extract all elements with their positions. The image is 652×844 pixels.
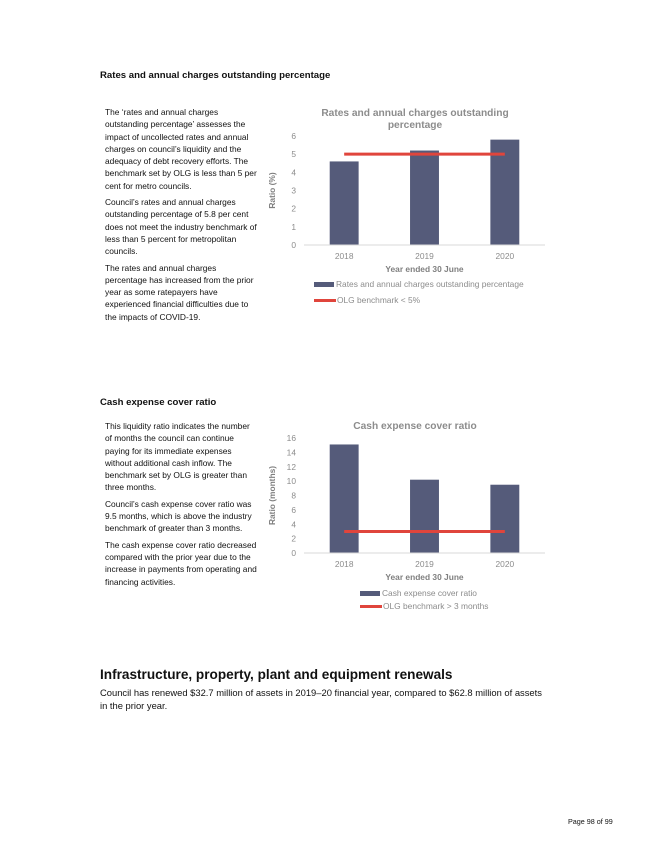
legend-item-line <box>360 601 488 611</box>
section-heading-infrastructure: Infrastructure, property, plant and equipment renewals <box>100 667 453 682</box>
section-text-rates <box>105 106 258 327</box>
y-tick-label: 6 <box>291 504 296 515</box>
x-axis-label: Year ended 30 June <box>385 264 464 274</box>
legend-swatch <box>360 605 382 608</box>
y-tick-label: 12 <box>286 461 296 472</box>
x-tick-label: 2019 <box>415 251 434 261</box>
section-text-cash <box>105 420 258 592</box>
y-tick-label: 4 <box>291 519 296 530</box>
cash-expense-chart <box>262 430 552 585</box>
y-axis-label: Ratio (%) <box>267 172 277 209</box>
section-heading-cash: Cash expense cover ratio <box>100 397 217 408</box>
y-axis-label: Ratio (months) <box>267 465 277 526</box>
x-tick-label: 2018 <box>334 559 354 569</box>
legend-item-bar <box>360 588 477 598</box>
bar-2018 <box>330 161 359 245</box>
paragraph: Council’s rates and annual charges outstanding percentage of 5.8 per cent does not meet the industry benchmark of less than 5 percent for metropolitan councils. <box>105 197 257 257</box>
y-tick-label: 16 <box>286 433 296 443</box>
bar-2019 <box>410 480 439 553</box>
y-tick-label: 1 <box>291 221 296 232</box>
legend-label: OLG benchmark < 5% <box>337 295 421 305</box>
page-number: Page 98 of 99 <box>568 817 613 826</box>
x-axis-label: Year ended 30 June <box>385 572 464 582</box>
legend-swatch <box>314 282 334 287</box>
y-tick-label: 8 <box>291 490 296 501</box>
paragraph: The rates and annual charges percentage has increased from the prior year as some ratepayers have experienced financial difficulties due to the impacts of COVID-19. <box>105 262 254 322</box>
paragraph: Council has renewed $32.7 million of assets in 2019–20 financial year, compared to $62.8 million of assets in the prior year. <box>100 687 542 711</box>
y-tick-label: 5 <box>291 149 296 160</box>
y-tick-label: 2 <box>291 203 296 214</box>
legend-swatch <box>314 299 336 302</box>
paragraph: The ‘rates and annual charges outstanding percentage’ assesses the impact of uncollected rates and annual charges on council’s liquidity and the adequacy of debt recovery efforts. The benchmark set by OLG is less than 5 per cent for metro councils. <box>105 107 257 191</box>
y-tick-label: 0 <box>291 548 296 558</box>
bar-2019 <box>410 151 439 245</box>
legend-label: OLG benchmark > 3 months <box>383 601 489 611</box>
legend-item-line <box>314 295 420 305</box>
paragraph: Council’s cash expense cover ratio was 9.5 months, which is above the industry benchmark of greater than 3 months. <box>105 498 252 534</box>
x-tick-label: 2020 <box>495 251 515 261</box>
y-tick-label: 6 <box>291 131 296 141</box>
legend-item-bar <box>314 279 524 289</box>
legend-label: Cash expense cover ratio <box>382 588 477 598</box>
y-tick-label: 3 <box>291 185 296 196</box>
rates-outstanding-chart <box>262 128 552 278</box>
paragraph: The cash expense cover ratio decreased compared with the prior year due to the increase in payments from operating and financing activities. <box>105 539 257 587</box>
section-heading-rates: Rates and annual charges outstanding percentage <box>100 70 331 81</box>
y-tick-label: 10 <box>286 476 296 487</box>
legend-swatch <box>360 591 380 596</box>
paragraph: This liquidity ratio indicates the number of months the council can continue paying for its immediate expenses without additional cash inflow. The benchmark set by OLG is greater than three months. <box>105 421 250 493</box>
chart-title: Rates and annual charges outstanding percentage <box>321 108 509 131</box>
bar-2018 <box>330 444 359 553</box>
bar-2020 <box>490 485 519 553</box>
legend-label: Rates and annual charges outstanding percentage <box>336 279 524 289</box>
x-tick-label: 2020 <box>495 559 515 569</box>
y-tick-label: 14 <box>286 447 296 458</box>
y-tick-label: 2 <box>291 533 296 544</box>
chart-title: Cash expense cover ratio <box>353 421 477 432</box>
y-tick-label: 0 <box>291 240 296 250</box>
x-tick-label: 2018 <box>334 251 354 261</box>
x-tick-label: 2019 <box>415 559 434 569</box>
y-tick-label: 4 <box>291 167 296 178</box>
